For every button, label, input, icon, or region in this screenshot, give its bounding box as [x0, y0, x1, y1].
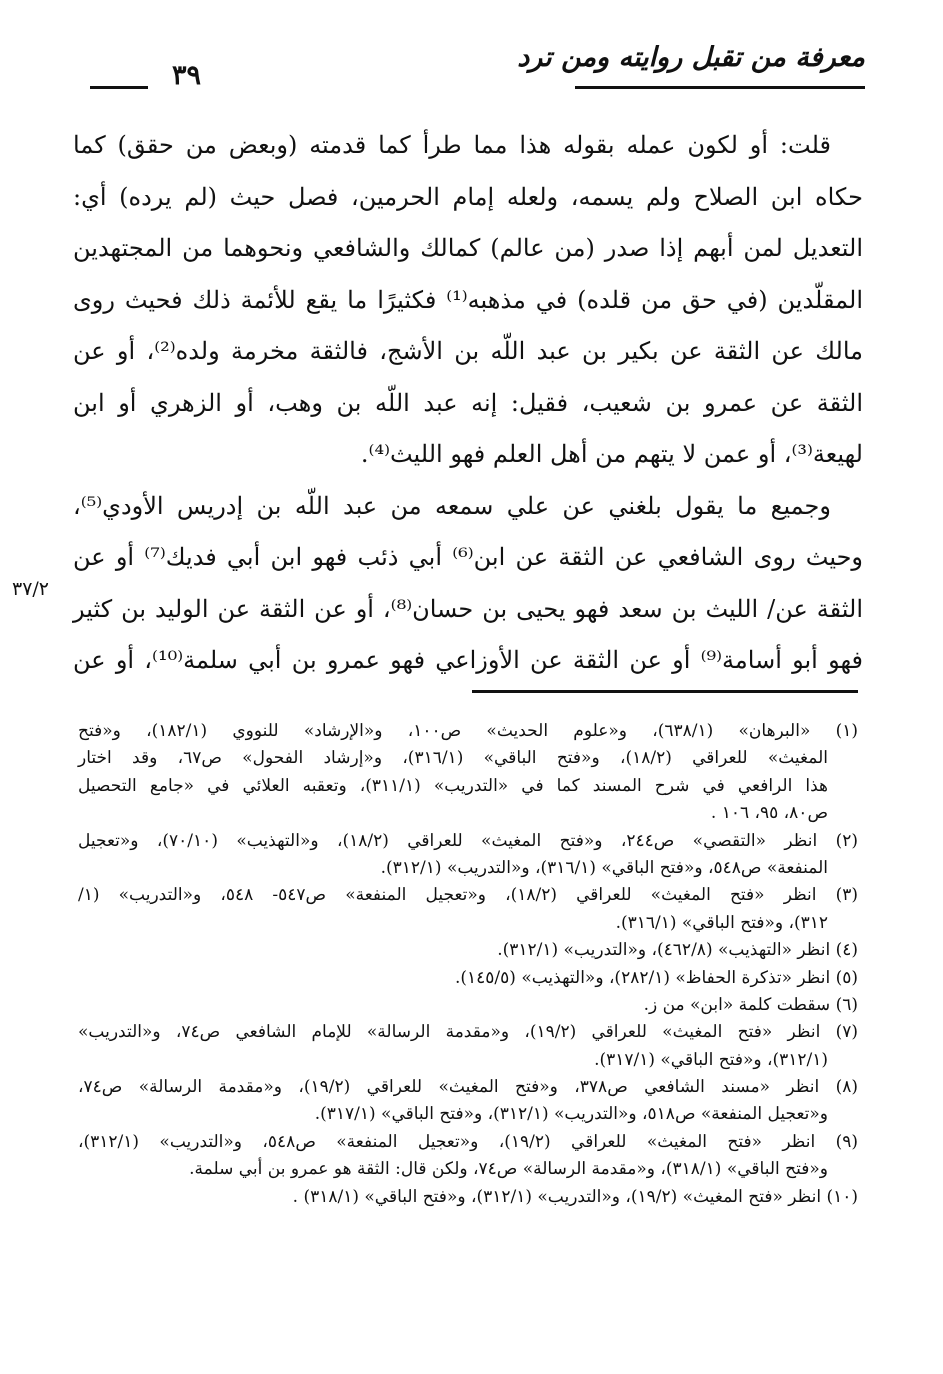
text-line: وجميع ما يقول بلغني عن علي سمعه من عبد اللّه بن إدريس الأودي⁽⁵⁾،: [73, 491, 831, 520]
footnote-line: ٣١٢)، و«فتح الباقي» (٣١٦/١).: [615, 912, 828, 933]
footnote-line: و«فتح الباقي» (٣١٨/١)، و«مقدمة الرسالة» ص٧٤، ولكن قال: الثقة هو عمرو بن أبي سلمة.: [189, 1159, 828, 1180]
footnote-line: (٩) انظر «فتح المغيث» للعراقي (١٩/٢)، و«تعجيل المنفعة» ص٥٤٨، و«التدريب» (٣١٢/١)،: [78, 1131, 858, 1152]
footnote-line: هذا الرافعي في شرح المسند كما في «التدريب» (٣١١/١)، وتعقبه العلائي في «جامع التحصيل: [78, 775, 828, 796]
footnote-line: (٢) انظر «التقصي» ص٢٤٤، و«فتح المغيث» للعراقي (١٨/٢)، و«التهذيب» (٧٠/١٠)، و«تعجيل: [78, 830, 859, 851]
text-line: فهو أبو أسامة⁽⁹⁾ أو عن الثقة عن الأوزاعي فهو عمرو بن أبي سلمة⁽¹⁰⁾، أو عن: [73, 646, 863, 674]
text-line: الثقة عن عمرو بن شعيب، فقيل: إنه عبد اللّه بن وهب، أو الزهري أو ابن: [73, 388, 863, 417]
margin-reference: ٣٧/٢: [12, 578, 50, 600]
footnotes: [78, 718, 858, 1211]
text-line: الثقة عن/ الليث بن سعد فهو يحيى بن حسان⁽⁸⁾، أو عن الثقة عن الوليد بن كثير: [73, 594, 863, 623]
footnote-line: (١) «البرهان» (٦٣٨/١)، و«علوم الحديث» ص١٠٠، و«الإرشاد» للنووي (١٨٢/١)، و«فتح: [78, 721, 859, 741]
footnote-line: (١٠) انظر «فتح المغيث» (١٩/٢)، و«التدريب» (٣١٢/١)، و«فتح الباقي» (٣١٨/١) .: [292, 1186, 858, 1207]
header-rule: [575, 86, 865, 89]
footnote-line: (٥) انظر «تذكرة الحفاظ» (٢٨٢/١)، و«التهذيب» (١٤٥/٥).: [454, 967, 858, 988]
text-line: مالك عن الثقة عن بكير بن عبد اللّه بن الأشج، فالثقة مخرمة ولده⁽²⁾، أو عن: [73, 337, 864, 365]
text-line: التعديل لمن أبهم إذا صدر (من عالم) كمالك والشافعي ونحوهما من المجتهدين: [73, 234, 863, 262]
main-text: [73, 120, 863, 687]
footnote-line: و«تعجيل المنفعة» ص٥١٨، و«التدريب» (٣١٢/١)، و«فتح الباقي» (٣١٧/١).: [314, 1104, 828, 1125]
footnote-line: المغيث» للعراقي (١٨/٢)، و«فتح الباقي» (٣١٦/١)، و«إرشاد الفحول» ص٦٧، وقد اختار: [78, 748, 828, 769]
footnote-line: (٨) انظر «مسند الشافعي ص٣٧٨، و«فتح المغيث» للعراقي (١٩/٢)، و«مقدمة الرسالة» ص٧٤،: [78, 1077, 859, 1098]
text-line: المقلّدين (في حق من قلده) في مذهبه⁽¹⁾ فكثيرًا ما يقع للأئمة ذلك فحيث روى: [73, 285, 863, 314]
footnote-line: المنفعة» ص٥٤٨، و«فتح الباقي» (٣١٦/١)، و«التدريب» (٣١٢/١).: [380, 857, 828, 878]
text-line: قلت: أو لكون عمله بقوله هذا مما طرأ كما قدمته (وبعض من حقق) كما: [73, 131, 831, 159]
footnote-line: ص٨٠، ٩٥، ١٠٦ .: [710, 803, 828, 824]
footnote-line: (٤) انظر «التهذيب» (٤٦٢/٨)، و«التدريب» (٣١٢/١).: [497, 940, 858, 961]
header-rule-short: [90, 86, 148, 89]
footnote-line: (٣١٢/١)، و«فتح الباقي» (٣١٧/١).: [594, 1049, 828, 1070]
text-line: لهيعة⁽³⁾، أو عمن لا يتهم من أهل العلم فهو الليث⁽⁴⁾.: [360, 440, 863, 468]
footnote-separator: [472, 690, 858, 693]
running-title: معرفة من تقبل روايته ومن ترد: [517, 42, 865, 73]
text-line: حكاه ابن الصلاح ولم يسمه، ولعله إمام الحرمين، فصل حيث (لم يرده) أي:: [73, 182, 863, 211]
text-line: وحيث روى الشافعي عن الثقة عن ابن⁽⁶⁾ أبي ذئب فهو ابن أبي فديك⁽⁷⁾ أو عن: [73, 543, 864, 571]
footnote-line: (٣) انظر «فتح المغيث» للعراقي (١٨/٢)، و«تعجيل المنفعة» ص٥٤٧- ٥٤٨، و«التدريب» (١/: [78, 885, 859, 906]
footnote-line: (٧) انظر «فتح المغيث» للعراقي (١٩/٢)، و«مقدمة الرسالة» للإمام الشافعي ص٧٤، و«التدريب»: [78, 1022, 858, 1043]
page-number: ٣٩: [172, 60, 202, 91]
footnote-line: (٦) سقطت كلمة «ابن» من ز.: [643, 994, 858, 1015]
